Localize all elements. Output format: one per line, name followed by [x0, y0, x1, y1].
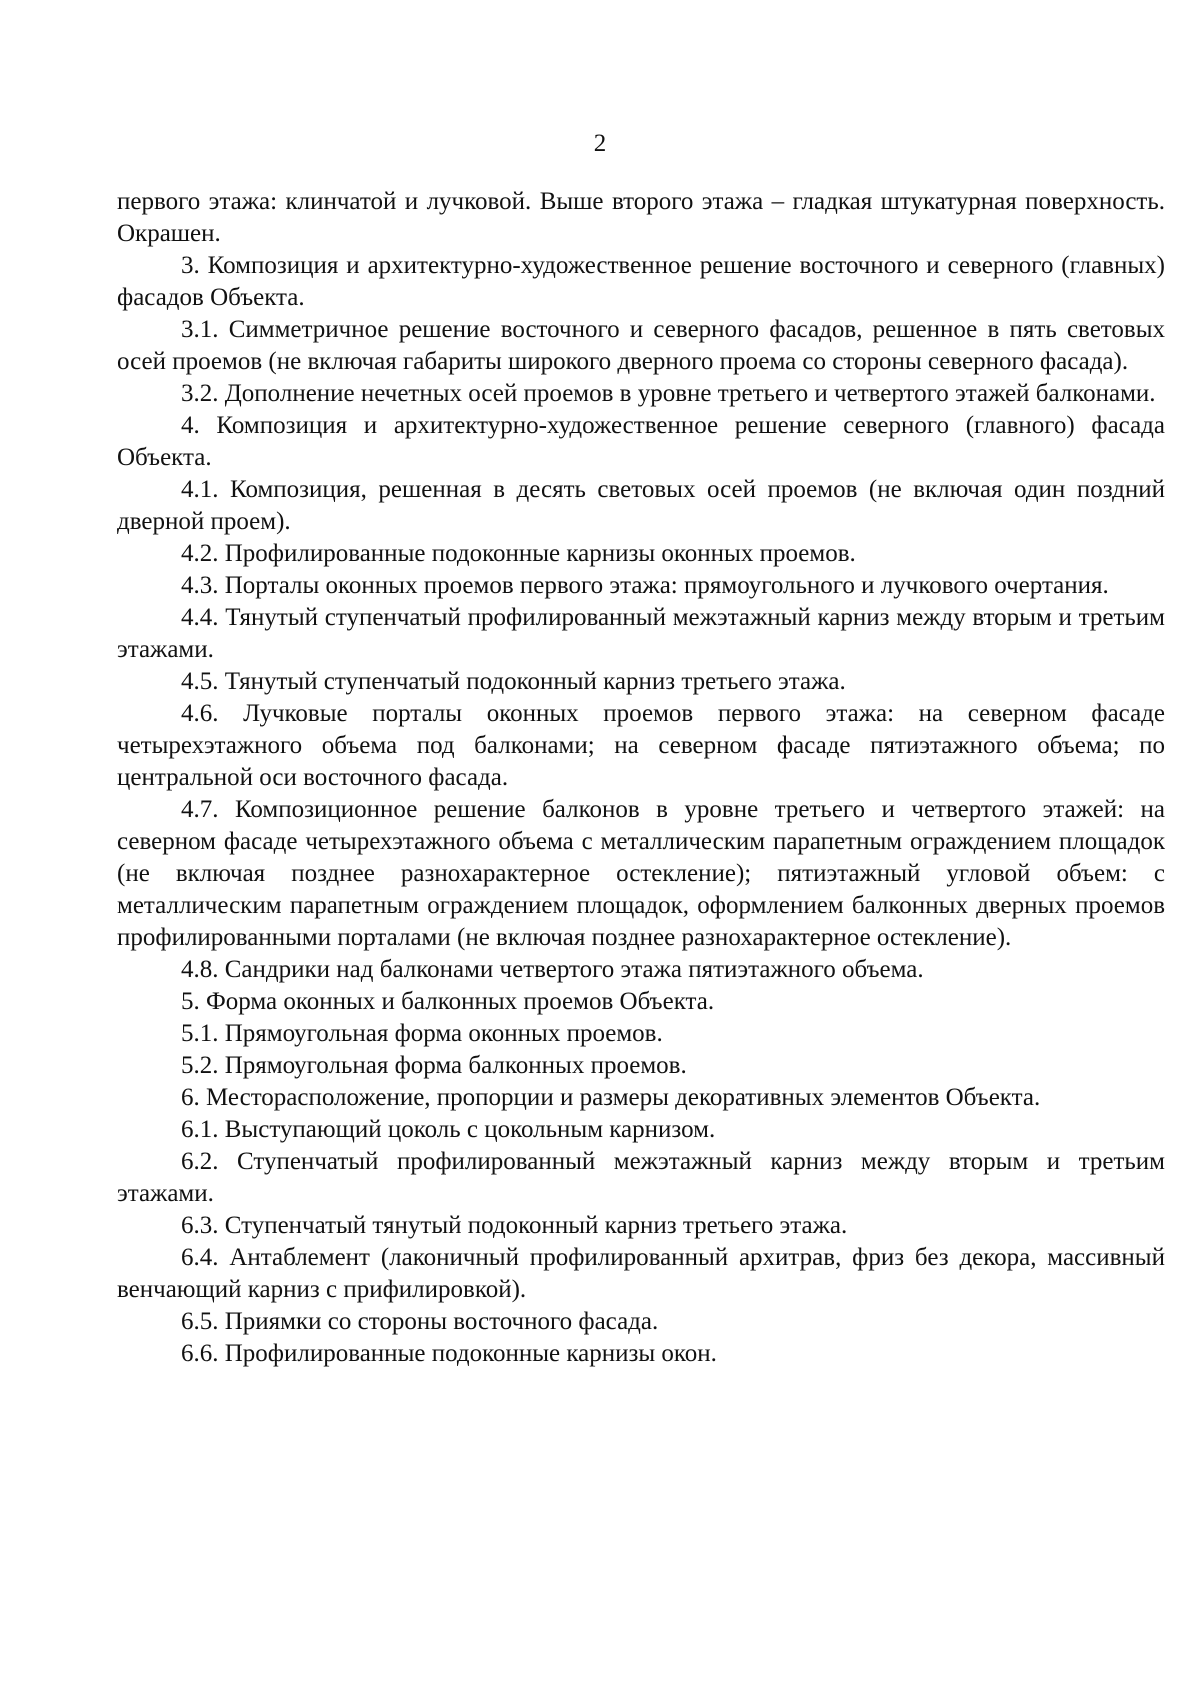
paragraph-5-2: 5.2. Прямоугольная форма балконных проемов. — [181, 1052, 687, 1079]
paragraph-4-8: 4.8. Сандрики над балконами четвертого этажа пятиэтажного объема. — [181, 956, 924, 983]
paragraph-6-2: 6.2. Ступенчатый профилированный межэтажный карниз между вторым и третьим этажами. — [117, 1148, 1165, 1207]
paragraph-6-4: 6.4. Антаблемент (лаконичный профилированный архитрав, фриз без декора, массивный венчающий карниз с прифилировкой). — [117, 1244, 1165, 1303]
document-body — [117, 186, 1165, 1370]
paragraph-5: 5. Форма оконных и балконных проемов Объекта. — [181, 988, 715, 1015]
paragraph-6-5: 6.5. Приямки со стороны восточного фасада. — [181, 1308, 659, 1335]
paragraph-4-3: 4.3. Порталы оконных проемов первого этажа: прямоугольного и лучкового очертания. — [181, 572, 1109, 599]
paragraph-4-6: 4.6. Лучковые порталы оконных проемов первого этажа: на северном фасаде четырехэтажного объема под балконами; на северном фасаде пятиэтажного объема; по центральной оси восточного фасада. — [117, 700, 1165, 791]
paragraph-6-3: 6.3. Ступенчатый тянутый подоконный карниз третьего этажа. — [181, 1212, 848, 1239]
paragraph-4-2: 4.2. Профилированные подоконные карнизы оконных проемов. — [181, 540, 856, 567]
paragraph-6-6: 6.6. Профилированные подоконные карнизы окон. — [181, 1340, 717, 1367]
paragraph-4-1: 4.1. Композиция, решенная в десять световых осей проемов (не включая один поздний дверной проем). — [117, 476, 1165, 535]
paragraph-3: 3. Композиция и архитектурно-художественное решение восточного и северного (главных) фасадов Объекта. — [117, 252, 1165, 311]
paragraph-continuation: первого этажа: клинчатой и лучковой. Выше второго этажа – гладкая штукатурная поверхность. Окрашен. — [117, 188, 1165, 247]
paragraph-4-5: 4.5. Тянутый ступенчатый подоконный карниз третьего этажа. — [181, 668, 846, 695]
paragraph-3-1: 3.1. Симметричное решение восточного и северного фасадов, решенное в пять световых осей проемов (не включая габариты широкого дверного проема со стороны северного фасада). — [117, 316, 1165, 375]
paragraph-3-2: 3.2. Дополнение нечетных осей проемов в уровне третьего и четвертого этажей балконами. — [181, 380, 1156, 407]
paragraph-5-1: 5.1. Прямоугольная форма оконных проемов. — [181, 1020, 663, 1047]
paragraph-6-1: 6.1. Выступающий цоколь с цокольным карнизом. — [181, 1116, 716, 1143]
paragraph-4-7: 4.7. Композиционное решение балконов в уровне третьего и четвертого этажей: на северном фасаде четырехэтажного объема с металлическим парапетным ограждением площадок (не включая позднее разнохарактерное остекление); пятиэтажный угловой объем: с металлическим парапетным ограждением площадок, оформлением балконных дверных проемов профилированными порталами (не включая позднее разнохарактерное остекление). — [117, 796, 1165, 951]
paragraph-4: 4. Композиция и архитектурно-художественное решение северного (главного) фасада Объекта. — [117, 412, 1165, 471]
paragraph-4-4: 4.4. Тянутый ступенчатый профилированный межэтажный карниз между вторым и третьим этажами. — [117, 604, 1165, 663]
page-number: 2 — [593, 130, 607, 157]
paragraph-6: 6. Месторасположение, пропорции и размеры декоративных элементов Объекта. — [181, 1084, 1041, 1111]
